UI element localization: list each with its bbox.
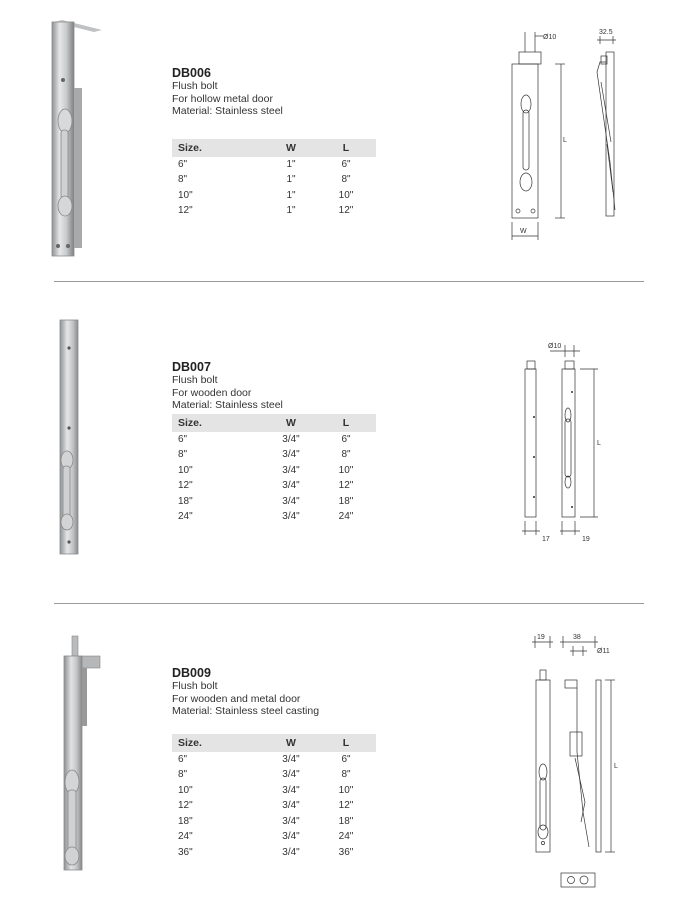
column-header-l: L [316,414,376,432]
dimension-width-front: 19 [582,536,590,543]
cell-l: 8" [341,174,351,186]
product-photo-db007 [48,318,88,558]
product-type: Flush bolt [172,680,218,692]
column-header-size: Size. [172,139,266,157]
table-row [172,509,376,525]
dimension-diameter: Ø11 [597,648,610,655]
table-row [172,767,376,783]
product-usage: For wooden and metal door [172,692,301,705]
column-header-l: L [316,734,376,752]
column-header-w: W [266,414,316,432]
table-row [172,798,376,814]
cell-l: 36" [338,846,354,858]
product-usage: For hollow metal door [172,92,273,105]
cell-l: 6" [341,158,351,170]
cell-l: 6" [341,433,351,445]
cell-w: 3/4" [282,784,300,796]
cell-w: 3/4" [282,511,300,523]
column-header-size: Size. [172,734,266,752]
product-photo-db006 [40,18,110,260]
cell-w: 3/4" [282,831,300,843]
cell-size: 8" [178,769,188,781]
cell-size: 24" [178,831,193,843]
table-row [172,432,376,448]
dimension-width: W [520,228,527,235]
cell-w: 1" [286,158,296,170]
product-info-db007 [172,360,376,525]
table-row [172,783,376,799]
cell-l: 18" [338,495,354,507]
product-info-db006 [172,66,376,219]
cell-l: 10" [338,784,354,796]
product-code: DB009 [172,666,211,680]
product-info-db009 [172,666,376,860]
cell-w: 3/4" [282,495,300,507]
column-header-w: W [266,734,316,752]
dimension-length: L [563,137,567,144]
cell-l: 12" [338,480,354,492]
table-row [172,478,376,494]
cell-w: 1" [286,205,296,217]
product-type: Flush bolt [172,374,218,386]
size-table [172,734,376,861]
column-header-w: W [266,139,316,157]
cell-size: 36" [178,846,193,858]
cell-w: 3/4" [282,769,300,781]
dimension-width-side: 19 [537,634,545,641]
cell-w: 3/4" [282,449,300,461]
cell-size: 12" [178,205,193,217]
cell-l: 24" [338,831,354,843]
cell-w: 3/4" [282,815,300,827]
dimension-length: L [614,763,618,770]
cell-size: 10" [178,464,193,476]
dimension-width-side: 17 [542,536,550,543]
column-header-l: L [316,139,376,157]
cell-size: 10" [178,189,193,201]
table-row [172,494,376,510]
table-row [172,447,376,463]
table-row [172,814,376,830]
table-row [172,845,376,861]
cell-l: 8" [341,449,351,461]
cell-l: 6" [341,753,351,765]
table-row [172,157,376,173]
table-row [172,463,376,479]
cell-l: 8" [341,769,351,781]
dimension-depth: 32.5 [599,29,613,36]
cell-size: 24" [178,511,193,523]
cell-l: 18" [338,815,354,827]
size-table [172,414,376,525]
technical-drawing-db007 [510,337,620,552]
technical-drawing-db006 [495,22,645,247]
dimension-diameter: Ø10 [548,343,562,350]
cell-w: 1" [286,189,296,201]
product-section-db009 [0,604,682,905]
cell-l: 24" [338,511,354,523]
table-row [172,752,376,768]
cell-size: 8" [178,174,188,186]
cell-w: 3/4" [282,846,300,858]
cell-size: 6" [178,158,188,170]
product-section-db006 [0,0,682,280]
cell-size: 10" [178,784,193,796]
table-row [172,188,376,204]
cell-w: 1" [286,174,296,186]
product-code: DB007 [172,360,211,374]
table-row [172,172,376,188]
product-material: Material: Stainless steel casting [172,705,320,717]
cell-size: 12" [178,480,193,492]
product-photo-db009 [46,634,106,874]
technical-drawing-db009 [515,632,625,894]
product-usage: For wooden door [172,386,252,399]
product-material: Material: Stainless steel [172,399,283,411]
product-type: Flush bolt [172,80,218,92]
table-row [172,829,376,845]
product-material: Material: Stainless steel [172,105,283,117]
cell-w: 3/4" [282,800,300,812]
cell-size: 6" [178,753,188,765]
cell-w: 3/4" [282,753,300,765]
cell-size: 6" [178,433,188,445]
cell-size: 18" [178,815,193,827]
size-table [172,139,376,219]
table-row [172,203,376,219]
cell-l: 12" [338,800,354,812]
cell-size: 8" [178,449,188,461]
cell-l: 12" [338,205,354,217]
product-section-db007 [0,282,682,602]
dimension-depth: 38 [573,634,581,641]
dimension-diameter: Ø10 [543,34,557,41]
cell-w: 3/4" [282,464,300,476]
dimension-length: L [597,440,601,447]
cell-w: 3/4" [282,433,300,445]
cell-l: 10" [338,189,354,201]
cell-size: 12" [178,800,193,812]
product-code: DB006 [172,66,211,80]
cell-size: 18" [178,495,193,507]
cell-w: 3/4" [282,480,300,492]
table-header-row [172,139,376,157]
table-header-row [172,734,376,752]
column-header-size: Size. [172,414,266,432]
table-header-row [172,414,376,432]
cell-l: 10" [338,464,354,476]
